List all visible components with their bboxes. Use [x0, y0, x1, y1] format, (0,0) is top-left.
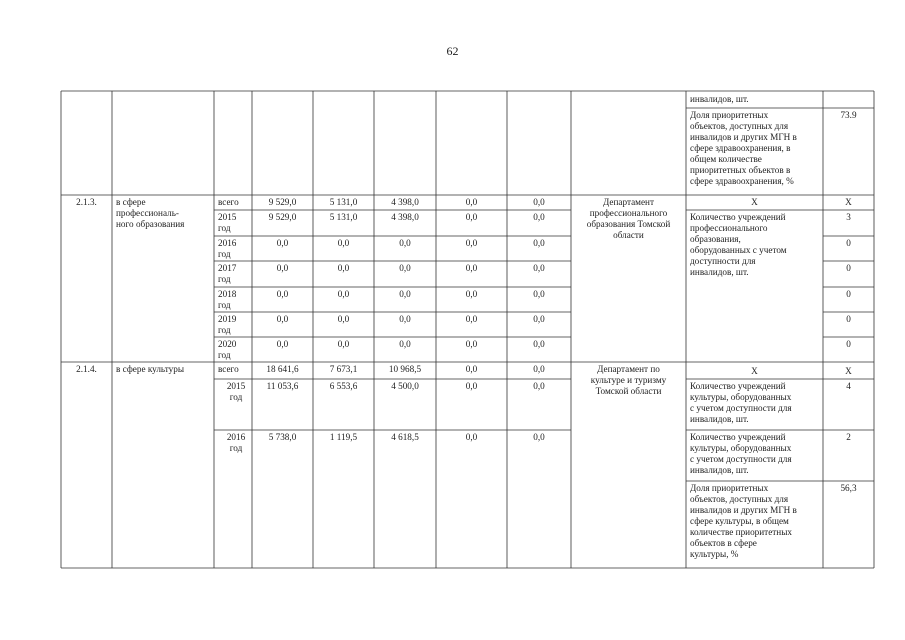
year-label: всего [218, 197, 239, 207]
indicator-text: Количество учреждений [690, 432, 786, 442]
amount-cell: 9 529,0 [268, 212, 297, 222]
indicator-value: 0 [846, 238, 851, 248]
indicator-text: инвалидов, шт. [690, 414, 749, 424]
year-label: год [218, 325, 231, 335]
indicator-text: инвалидов, шт. [690, 267, 749, 277]
executor: Департамент по [597, 364, 660, 374]
amount-cell: 1 119,5 [329, 432, 358, 442]
indicator-value: 73.9 [840, 110, 857, 120]
amount-cell: 0,0 [465, 314, 478, 324]
amount-cell: 6 553,6 [329, 381, 358, 391]
indicator-text: культуры, оборудованных [690, 443, 792, 453]
indicator-text: инвалидов, шт. [690, 94, 749, 104]
amount-cell: 0,0 [276, 289, 289, 299]
year-label: 2015 [226, 381, 246, 391]
amount-cell: 7 673,1 [329, 364, 358, 374]
amount-cell: 0,0 [276, 263, 289, 273]
year-label: год [218, 223, 231, 233]
year-label: год [218, 249, 231, 259]
amount-cell: 0,0 [465, 197, 478, 207]
amount-cell: 0,0 [276, 238, 289, 248]
amount-cell: 0,0 [465, 263, 478, 273]
indicator-text: приоритетных объектов в [690, 165, 791, 175]
indicator-total: Х [751, 197, 758, 207]
executor: культуре и туризму [590, 375, 667, 385]
indicator-text: культуры, % [690, 549, 739, 559]
amount-cell: 0,0 [533, 381, 545, 391]
executor: области [613, 230, 644, 240]
indicator-text: с учетом доступности для [690, 454, 792, 464]
year-label: 2019 [218, 314, 237, 324]
year-label: 2017 [218, 263, 237, 273]
indicator-value: 56,3 [840, 483, 857, 493]
year-label: год [218, 300, 231, 310]
indicator-text: общем количестве [690, 154, 762, 164]
year-label: 2016 [218, 238, 237, 248]
indicator-value: 2 [846, 432, 851, 442]
amount-cell: 0,0 [533, 432, 545, 442]
indicator-value: 0 [846, 339, 851, 349]
amount-cell: 0,0 [337, 238, 350, 248]
amount-cell: 10 968,5 [388, 364, 422, 374]
amount-cell: 0,0 [399, 289, 411, 299]
indicator-text: объектов, доступных для [690, 121, 789, 131]
amount-cell: 0,0 [465, 432, 478, 442]
indicator-total: Х [751, 366, 758, 376]
amount-cell: 0,0 [465, 238, 478, 248]
amount-cell: 18 641,6 [266, 364, 299, 374]
amount-cell: 0,0 [337, 289, 350, 299]
indicator-text: объектов в сфере [690, 538, 757, 548]
section-number: 2.1.4. [76, 364, 97, 374]
section-name: в сфере культуры [116, 364, 185, 374]
executor: профессионального [589, 208, 668, 218]
amount-cell: 5 738,0 [268, 432, 297, 442]
value-total: Х [845, 366, 852, 376]
amount-cell: 0,0 [533, 238, 545, 248]
indicator-value: 0 [846, 263, 851, 273]
indicator-text: образования, [690, 234, 741, 244]
amount-cell: 0,0 [399, 339, 411, 349]
amount-cell: 0,0 [533, 289, 545, 299]
indicator-text: Доля приоритетных [690, 110, 769, 120]
amount-cell: 0,0 [533, 364, 545, 374]
amount-cell: 0,0 [533, 197, 545, 207]
amount-cell: 0,0 [399, 314, 411, 324]
indicator-text: Доля приоритетных [690, 483, 769, 493]
amount-cell: 0,0 [533, 339, 545, 349]
indicator-text: доступности для [690, 256, 756, 266]
indicator-text: с учетом доступности для [690, 403, 792, 413]
executor: Томской области [595, 386, 662, 396]
indicator-text: профессионального [690, 223, 768, 233]
indicator-value: 4 [846, 381, 851, 391]
year-label: год [218, 274, 231, 284]
amount-cell: 0,0 [276, 314, 289, 324]
year-label: год [218, 350, 231, 360]
amount-cell: 0,0 [533, 263, 545, 273]
section-name: в сфере [116, 197, 146, 207]
amount-cell: 4 398,0 [391, 197, 419, 207]
indicator-text: инвалидов и других МГН в [690, 132, 797, 142]
indicator-text: объектов, доступных для [690, 494, 789, 504]
amount-cell: 0,0 [337, 314, 350, 324]
year-label: 2015 [218, 212, 237, 222]
amount-cell: 0,0 [465, 339, 478, 349]
value-total: Х [845, 197, 852, 207]
executor: Департамент [603, 197, 654, 207]
year-label: год [229, 392, 243, 402]
year-label: всего [218, 364, 239, 374]
indicator-text: культуры, оборудованных [690, 392, 792, 402]
indicator-text: Количество учреждений [690, 381, 786, 391]
amount-cell: 4 500,0 [391, 381, 419, 391]
amount-cell: 0,0 [533, 314, 545, 324]
section-number: 2.1.3. [76, 197, 97, 207]
amount-cell: 0,0 [399, 238, 411, 248]
amount-cell: 0,0 [276, 339, 289, 349]
amount-cell: 0,0 [465, 364, 478, 374]
amount-cell: 9 529,0 [268, 197, 297, 207]
section-name: ного образования [116, 219, 185, 229]
indicator-text: количестве приоритетных [690, 527, 792, 537]
indicator-text: оборудованных с учетом [690, 245, 787, 255]
amount-cell: 4 618,5 [391, 432, 419, 442]
amount-cell: 11 053,6 [266, 381, 299, 391]
amount-cell: 5 131,0 [329, 212, 358, 222]
executor: образования Томской [586, 219, 671, 229]
indicator-text: сфере здравоохранения, % [690, 176, 794, 186]
amount-cell: 0,0 [465, 289, 478, 299]
amount-cell: 0,0 [337, 263, 350, 273]
indicator-text: Количество учреждений [690, 212, 786, 222]
amount-cell: 0,0 [465, 212, 478, 222]
year-label: 2018 [218, 289, 237, 299]
amount-cell: 5 131,0 [329, 197, 358, 207]
indicator-text: инвалидов и других МГН в [690, 505, 797, 515]
year-label: 2020 [218, 339, 237, 349]
indicator-value: 0 [846, 314, 851, 324]
year-label: год [229, 443, 243, 453]
indicator-value: 0 [846, 289, 851, 299]
indicator-text: сфере культуры, в общем [690, 516, 789, 526]
page-number: 62 [446, 44, 459, 58]
amount-cell: 4 398,0 [391, 212, 419, 222]
amount-cell: 0,0 [399, 263, 411, 273]
amount-cell: 0,0 [337, 339, 350, 349]
indicator-text: инвалидов, шт. [690, 465, 749, 475]
amount-cell: 0,0 [465, 381, 478, 391]
amount-cell: 0,0 [533, 212, 545, 222]
section-name: профессиональ- [116, 208, 179, 218]
indicator-value: 3 [846, 212, 851, 222]
indicator-text: сфере здравоохранения, в [690, 143, 791, 153]
year-label: 2016 [226, 432, 246, 442]
